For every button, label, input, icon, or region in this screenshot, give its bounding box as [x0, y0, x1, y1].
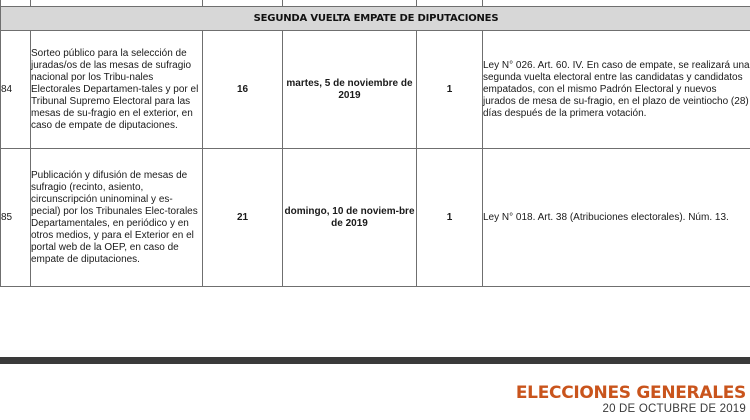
- activity-date: domingo, 10 de noviem-bre de 2019: [283, 149, 417, 287]
- footer-divider: [0, 357, 750, 364]
- footer-brand-title: ELECCIONES GENERALES: [515, 383, 746, 403]
- activity-date: martes, 5 de noviembre de 2019: [283, 31, 417, 149]
- days-count: 16: [203, 31, 283, 149]
- row-number: 84: [1, 31, 31, 149]
- legal-basis: Ley N° 018. Art. 38 (Atribuciones electorales). Núm. 13.: [483, 149, 750, 287]
- footer-brand-date: 20 DE OCTUBRE DE 2019: [602, 403, 746, 415]
- days-count: 21: [203, 149, 283, 287]
- activity-description: Sorteo público para la selección de juradas/os de las mesas de sufragio nacional por los Tribu-nales Electorales Departamen-tales y por el Tribunal Supremo Electoral para las mesas de su-fragio en el exterior, en caso de empate de diputaciones.: [31, 31, 203, 149]
- section-title: SEGUNDA VUELTA EMPATE DE DIPUTACIONES: [1, 7, 750, 31]
- responsible-count: 1: [417, 149, 483, 287]
- section-header-row: [1, 7, 750, 31]
- table-row: [1, 31, 750, 149]
- legal-basis: Ley N° 026. Art. 60. IV. En caso de empate, se realizará una segunda vuelta electoral entre las candidatas y candidatos empatados, con el mismo Padrón Electoral y nuevos jurados de mesa de su-fragio, en el plazo de veintiocho (28) días después de la primera votación.: [483, 31, 750, 149]
- activity-description: Publicación y difusión de mesas de sufragio (recinto, asiento, circunscripción uninominal y es-pecial) por los Tribunales Elec-torales Departamentales, en periódico y en otros medios, y para el Exterior en el portal web de la OEP, en caso de empate de diputaciones.: [31, 149, 203, 287]
- responsible-count: 1: [417, 31, 483, 149]
- table-row: [1, 149, 750, 287]
- row-number: 85: [1, 149, 31, 287]
